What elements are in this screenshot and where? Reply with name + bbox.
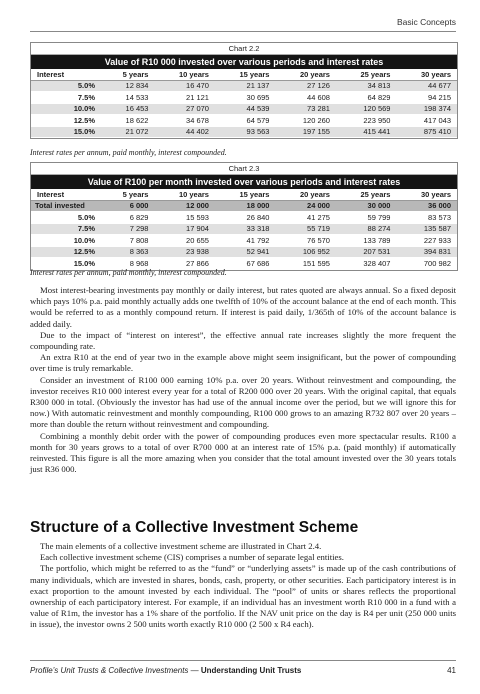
- value-cell: 106 952: [275, 246, 336, 258]
- value-cell: 18 000: [215, 200, 276, 212]
- value-cell: 12 000: [154, 200, 215, 212]
- value-cell: 24 000: [275, 200, 336, 212]
- column-header: 15 years: [215, 189, 276, 200]
- row-label-cell: 15.0%: [31, 126, 101, 138]
- value-cell: 64 579: [215, 115, 276, 127]
- column-header: Interest: [31, 189, 101, 200]
- value-cell: 94 215: [396, 92, 457, 104]
- column-header: 25 years: [336, 189, 397, 200]
- paragraph: Combining a monthly debit order with the power of compounding produces even more spectacular results. R100 a month for 30 years grows to a total of over R700 000 at an interest rate of 15% p.a. (paid monthly) if automatically reinvested. This figure is all the more amazing when you consider that the total amount invested over the 30 years totals just R36 000.: [30, 430, 456, 475]
- column-header: 30 years: [396, 189, 457, 200]
- value-cell: 67 686: [215, 258, 276, 270]
- column-header: 5 years: [101, 189, 154, 200]
- paragraph: Consider an investment of R100 000 earning 10% p.a. over 20 years. Without reinvestment and compounding, the investor receives R10 000 interest every year for a total of R200 000 over 20 years. With the original capital, that equals R300 000 in total. (Obviously the investor has had use of the annual income over the period, but we will ignore this for now.) With automatic reinvestment and monthly compounding, R100 000 grows to an amazing R732 807 over 20 years – more than double the return without reinvestment and compounding.: [30, 374, 456, 430]
- value-cell: 30 000: [336, 200, 397, 212]
- row-label-cell: 5.0%: [31, 80, 101, 92]
- value-cell: 26 840: [215, 212, 276, 224]
- value-cell: 64 829: [336, 92, 397, 104]
- value-cell: 197 155: [275, 126, 336, 138]
- total-invested-row: [31, 200, 457, 212]
- section-heading: Structure of a Collective Investment Scheme: [30, 519, 359, 536]
- value-cell: 16 453: [101, 103, 154, 115]
- value-cell: 34 813: [336, 80, 397, 92]
- chart-label: Chart 2.2: [31, 43, 457, 55]
- chart-2-3: [30, 162, 458, 271]
- value-cell: 44 677: [396, 80, 457, 92]
- row-label-cell: 5.0%: [31, 212, 101, 224]
- table-row: [31, 126, 457, 138]
- value-cell: 120 569: [336, 103, 397, 115]
- value-cell: 8 363: [101, 246, 154, 258]
- table-row: [31, 246, 457, 258]
- value-cell: 198 374: [396, 103, 457, 115]
- column-header: 25 years: [336, 69, 397, 80]
- value-cell: 44 539: [215, 103, 276, 115]
- paragraph: Due to the impact of “interest on interest”, the effective annual rate increases slightly the more frequent the compounding rate.: [30, 329, 456, 352]
- paragraph: Each collective investment scheme (CIS) comprises a number of separate legal entities.: [40, 552, 344, 563]
- value-cell: 41 792: [215, 235, 276, 247]
- value-cell: 76 570: [275, 235, 336, 247]
- footer-divider: [30, 660, 456, 661]
- chart-title: Value of R10 000 invested over various periods and interest rates: [31, 55, 457, 69]
- value-cell: 120 260: [275, 115, 336, 127]
- chart-table: [31, 189, 457, 270]
- table-row: [31, 212, 457, 224]
- value-cell: 875 410: [396, 126, 457, 138]
- chart-table: [31, 69, 457, 138]
- page-number: 41: [447, 666, 456, 675]
- value-cell: 135 587: [396, 223, 457, 235]
- value-cell: 93 563: [215, 126, 276, 138]
- chart-label: Chart 2.3: [31, 163, 457, 175]
- table-row: [31, 115, 457, 127]
- value-cell: 700 982: [396, 258, 457, 270]
- body-section-compounding: [30, 285, 456, 475]
- row-label-cell: 10.0%: [31, 235, 101, 247]
- value-cell: 6 829: [101, 212, 154, 224]
- body-section-structure: [30, 541, 456, 631]
- column-header: 10 years: [154, 189, 215, 200]
- value-cell: 21 121: [154, 92, 215, 104]
- table-row: [31, 235, 457, 247]
- row-label-cell: Total invested: [31, 200, 101, 212]
- value-cell: 41 275: [275, 212, 336, 224]
- value-cell: 227 933: [396, 235, 457, 247]
- value-cell: 8 968: [101, 258, 154, 270]
- chart-caption: Interest rates per annum, paid monthly, interest compounded.: [30, 268, 227, 277]
- header-divider: [30, 31, 456, 32]
- value-cell: 21 072: [101, 126, 154, 138]
- table-header-row: [31, 189, 457, 200]
- value-cell: 14 533: [101, 92, 154, 104]
- footer-book-title: Profile’s Unit Trusts & Collective Investments: [30, 666, 189, 675]
- value-cell: 7 808: [101, 235, 154, 247]
- table-row: [31, 103, 457, 115]
- value-cell: 151 595: [275, 258, 336, 270]
- value-cell: 27 866: [154, 258, 215, 270]
- value-cell: 55 719: [275, 223, 336, 235]
- paragraph: An extra R10 at the end of year two in the example above might seem insignificant, but the power of compounding over time is truly remarkable.: [30, 352, 456, 374]
- column-header: 20 years: [275, 69, 336, 80]
- column-header: 20 years: [275, 189, 336, 200]
- value-cell: 223 950: [336, 115, 397, 127]
- row-label-cell: 15.0%: [31, 258, 101, 270]
- value-cell: 207 531: [336, 246, 397, 258]
- table-row: [31, 223, 457, 235]
- paragraph: Most interest-bearing investments pay monthly or daily interest, but rates quoted are always annual. So a fixed deposit which pays 10% p.a. paid monthly actually adds one twelfth of 10% of the account balance at the end of each month. This would be referred to as a monthly compound return. If interest is paid daily, 1/365th of 10% of the account balance is added daily.: [30, 285, 456, 329]
- value-cell: 133 789: [336, 235, 397, 247]
- table-row: [31, 80, 457, 92]
- row-label-cell: 10.0%: [31, 103, 101, 115]
- footer-chapter-title: Understanding Unit Trusts: [200, 666, 302, 675]
- value-cell: 36 000: [396, 200, 457, 212]
- value-cell: 415 441: [336, 126, 397, 138]
- value-cell: 21 137: [215, 80, 276, 92]
- paragraph: The main elements of a collective investment scheme are illustrated in Chart 2.4.: [40, 541, 322, 551]
- value-cell: 52 941: [215, 246, 276, 258]
- value-cell: 88 274: [336, 223, 397, 235]
- value-cell: 27 126: [275, 80, 336, 92]
- chart-2-2: [30, 42, 458, 139]
- table-row: [31, 92, 457, 104]
- value-cell: 27 070: [154, 103, 215, 115]
- value-cell: 7 298: [101, 223, 154, 235]
- value-cell: 23 938: [154, 246, 215, 258]
- value-cell: 16 470: [154, 80, 215, 92]
- column-header: 15 years: [215, 69, 276, 80]
- row-label-cell: 12.5%: [31, 115, 101, 127]
- value-cell: 417 043: [396, 115, 457, 127]
- column-header: Interest: [31, 69, 101, 80]
- value-cell: 73 281: [275, 103, 336, 115]
- table-header-row: [31, 69, 457, 80]
- row-label-cell: 12.5%: [31, 246, 101, 258]
- value-cell: 328 407: [336, 258, 397, 270]
- page-footer: [30, 666, 456, 675]
- column-header: 30 years: [396, 69, 457, 80]
- paragraph: The portfolio, which might be referred to as the “fund” or “underlying assets” is made up of the cash contributions of many individuals, which are invested in shares, bonds, cash, property, or other securities. Each participatory interest is in exact proportion to the amount invested by each individual. The “pool” of units or shares reflects the proportional ownership of each participatory interest. For example, if an individual has an investment worth R10 000 in a fund with a value of R1m, the investor has a 1% share of the portfolio. If the NAV unit price on the day is R4 per unit (250 000 units in issue), the investor owns 2 500 units worth exactly R10 000 (2 500 x R4 each).: [30, 563, 456, 630]
- column-header: 5 years: [101, 69, 154, 80]
- value-cell: 34 678: [154, 115, 215, 127]
- value-cell: 44 402: [154, 126, 215, 138]
- value-cell: 20 655: [154, 235, 215, 247]
- running-header: Basic Concepts: [396, 17, 456, 27]
- column-header: 10 years: [154, 69, 215, 80]
- row-label-cell: 7.5%: [31, 92, 101, 104]
- value-cell: 83 573: [396, 212, 457, 224]
- row-label-cell: 7.5%: [31, 223, 101, 235]
- value-cell: 12 834: [101, 80, 154, 92]
- value-cell: 44 608: [275, 92, 336, 104]
- value-cell: 59 799: [336, 212, 397, 224]
- chart-title: Value of R100 per month invested over various periods and interest rates: [31, 175, 457, 189]
- value-cell: 15 593: [154, 212, 215, 224]
- value-cell: 30 695: [215, 92, 276, 104]
- value-cell: 18 622: [101, 115, 154, 127]
- value-cell: 394 831: [396, 246, 457, 258]
- value-cell: 6 000: [101, 200, 154, 212]
- value-cell: 33 318: [215, 223, 276, 235]
- chart-caption: Interest rates per annum, paid monthly, interest compounded.: [30, 148, 227, 157]
- footer-separator: —: [188, 666, 201, 675]
- value-cell: 17 904: [154, 223, 215, 235]
